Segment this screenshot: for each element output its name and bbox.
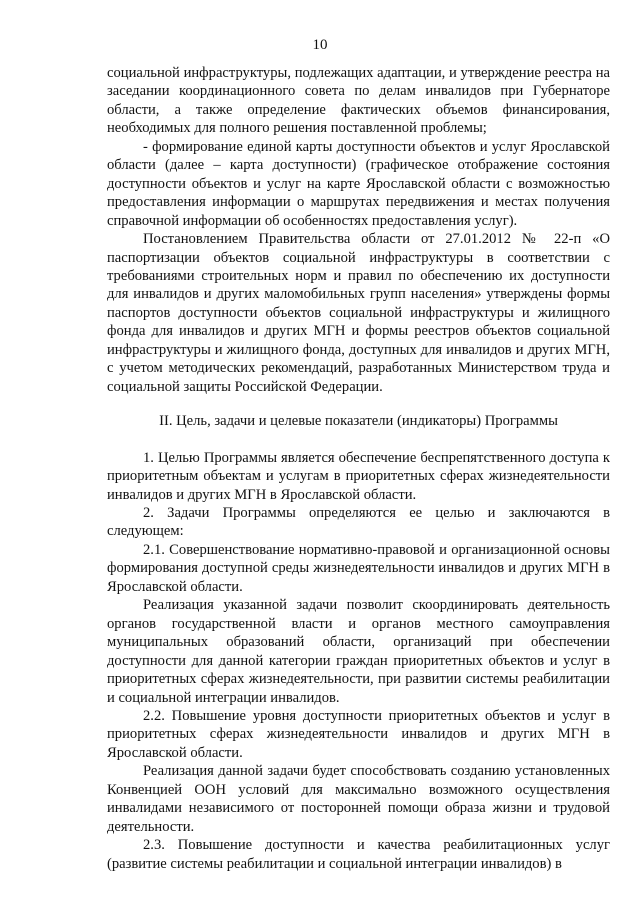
paragraph-task-2-2-implementation: Реализация данной задачи будет способствовать созданию установленных Конвенцией ООН условий для максимально возможного осуществления инвалидами независимого от посторонней помощи образа жизни и трудовой деятельности. [107,763,610,835]
paragraph-accessibility-map: - формирование единой карты доступности объектов и услуг Ярославской области (далее – карта доступности) (графическое отображение состояния доступности объектов и услуг на карте Ярославской области с возможностью предоставления информации о маршрутах передвижения и местах получения справочной информации об особенностях предоставления услуг). [107,138,610,229]
paragraph-task-2-1-implementation: Реализация указанной задачи позволит скоординировать деятельность органов государственной власти и органов местного самоуправления муниципальных образований области, организаций при обеспечении доступности для данной категории граждан приоритетных объектов и услуг в приоритетных сферах жизнедеятельности, при развитии системы реабилитации и социальной интеграции инвалидов. [107,597,610,706]
paragraph-continuation: социальной инфраструктуры, подлежащих адаптации, и утверждение реестра на заседании координационного совета по делам инвалидов при Губернаторе области, а также определение фактических объемов финансирования, необходимых для полного решения поставленной проблемы; [107,65,610,137]
paragraph-task-2-1: 2.1. Совершенствование нормативно-правовой и организационной основы формирования доступной среды жизнедеятельности инвалидов и других МГН в Ярославской области. [107,541,610,595]
paragraph-program-goal: 1. Целью Программы является обеспечение беспрепятственного доступа к приоритетным объектам и услугам в приоритетных сферах жизнедеятельности инвалидов и других МГН в Ярославской области. [107,449,610,503]
section-heading: II. Цель, задачи и целевые показатели (индикаторы) Программы [159,413,558,430]
paragraph-task-2-3: 2.3. Повышение доступности и качества реабилитационных услуг (развитие системы реабилитации и социальной интеграции инвалидов) в [107,837,610,872]
document-body [107,64,610,873]
paragraph-program-tasks: 2. Задачи Программы определяются ее целью и заключаются в следующем: [107,504,610,540]
paragraph-government-resolution: Постановлением Правительства области от 27.01.2012 № 22-п «О паспортизации объектов социальной инфраструктуры в соответствии с требованиями строительных норм и правил по обеспечению их доступности для инвалидов и других маломобильных групп населения» утверждены формы паспортов доступности объектов социальной инфраструктуры и жилищного фонда для инвалидов и других МГН и формы реестров объектов социальной инфраструктуры и жилищного фонда, доступных для инвалидов и других МГН, с учетом методических рекомендаций, разработанных Министерством труда и социальной защиты Российской Федерации. [107,231,610,395]
paragraph-task-2-2: 2.2. Повышение уровня доступности приоритетных объектов и услуг в приоритетных сферах жизнедеятельности инвалидов и других МГН в Ярославской области. [107,707,610,761]
page-number: 10 [312,37,328,53]
